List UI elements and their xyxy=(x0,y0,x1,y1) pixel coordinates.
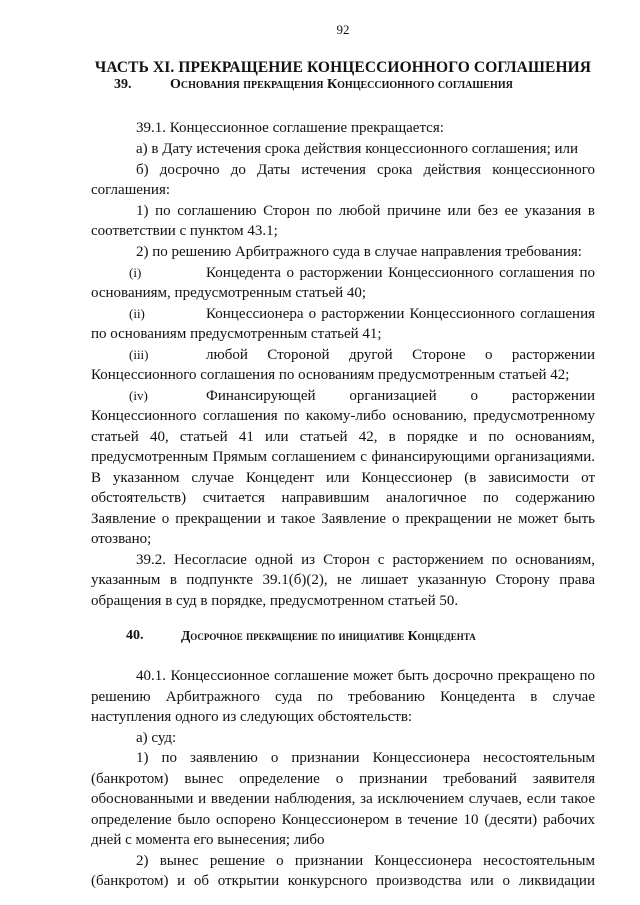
paragraph-line: определение было оспорено Концессионером в течение 10 (десяти) рабочих xyxy=(91,812,595,828)
paragraph-line: статьей 40, статьей 41 или статьей 42, в порядке и по основаниям, xyxy=(91,429,595,445)
paragraph-line: 2) вынес решение о признании Концессионера несостоятельным xyxy=(136,853,595,869)
paragraph-line: 39.2. Несогласие одной из Сторон с расторжением по основаниям, xyxy=(136,552,595,568)
paragraph-line: 2) по решению Арбитражного суда в случае направления требования: xyxy=(136,244,582,260)
page-number: 92 xyxy=(336,22,350,37)
paragraph-line: обоснованными и введении наблюдения, за исключением случаев, если такое xyxy=(91,791,595,807)
paragraph-line: 1) по заявлению о признании Концессионера несостоятельным xyxy=(136,750,595,766)
part-title: ЧАСТЬ XI. ПРЕКРАЩЕНИЕ КОНЦЕССИОННОГО СОГЛАШЕНИЯ xyxy=(94,59,592,76)
paragraph-line: соответствии с пунктом 43.1; xyxy=(91,223,278,239)
paragraph-line: В указанном случае Концедент или Концессионер (в зависимости от xyxy=(91,470,595,486)
subitem-label: (iii) xyxy=(129,347,149,362)
paragraph-line: а) суд: xyxy=(136,730,177,746)
subitem-text: Концессионера о расторжении Концессионного соглашения xyxy=(206,306,595,322)
subitem-text: Концедента о расторжении Концессионного соглашения по xyxy=(206,265,595,281)
paragraph-line: 39.1. Концессионное соглашение прекращается: xyxy=(136,120,444,136)
paragraph-line: а) в Дату истечения срока действия концессионного соглашения; или xyxy=(136,141,579,157)
subitem-label: (iv) xyxy=(129,388,148,403)
section-title: Основания прекращения Концессионного соглашения xyxy=(170,77,513,92)
paragraph-line: дней с момента его вынесения; либо xyxy=(91,832,325,848)
subitem-text: Финансирующей организацией о расторжении xyxy=(206,388,595,404)
paragraph-line: решению Арбитражного суда по требованию Концедента в случае xyxy=(91,689,595,705)
paragraph-line: 1) по соглашению Сторон по любой причине или без ее указания в xyxy=(136,203,595,219)
section-title: Досрочное прекращение по инициативе Концедента xyxy=(181,628,476,643)
section-number: 39. xyxy=(114,77,132,92)
paragraph-line: (банкротом) вынес определение о признании требований заявителя xyxy=(91,771,595,787)
paragraph-line: б) досрочно до Даты истечения срока действия концессионного xyxy=(136,162,595,178)
paragraph-line: 40.1. Концессионное соглашение может быть досрочно прекращено по xyxy=(136,668,595,684)
paragraph-line: наступления одного из следующих обстоятельств: xyxy=(91,709,413,725)
subitem-label: (i) xyxy=(129,265,142,280)
paragraph-line: Заявление о прекращении и такое Заявление о прекращении не может быть xyxy=(91,511,595,527)
paragraph-line: соглашения: xyxy=(91,182,171,198)
paragraph-line: основаниям, предусмотренным статьей 40; xyxy=(91,285,367,301)
paragraph-line: по основаниям предусмотренным статьей 41; xyxy=(91,326,382,342)
paragraph-line: обращения в суд в порядке, предусмотренном статьей 50. xyxy=(91,593,459,609)
paragraph-line: Концессионного соглашения по какому-либо основанию, предусмотренному xyxy=(91,408,595,424)
paragraph-line: обстоятельств) считается направившим аналогичное по содержанию xyxy=(91,490,595,506)
subitem-label: (ii) xyxy=(129,306,145,321)
paragraph-line: отозвано; xyxy=(91,531,152,547)
paragraph-line: Концессионного соглашения по основаниям предусмотренным статьей 42; xyxy=(91,367,570,383)
paragraph-line: предусмотренным Прямым соглашением с финансирующими организациями. xyxy=(91,449,595,465)
paragraph-line: (банкротом) и об открытии конкурсного производства или о ликвидации xyxy=(91,873,595,889)
section-number: 40. xyxy=(126,628,144,643)
subitem-text: любой Стороной другой Стороне о расторжении xyxy=(206,347,595,363)
paragraph-line: указанным в подпункте 39.1(б)(2), не лишает указанную Сторону права xyxy=(91,572,595,588)
